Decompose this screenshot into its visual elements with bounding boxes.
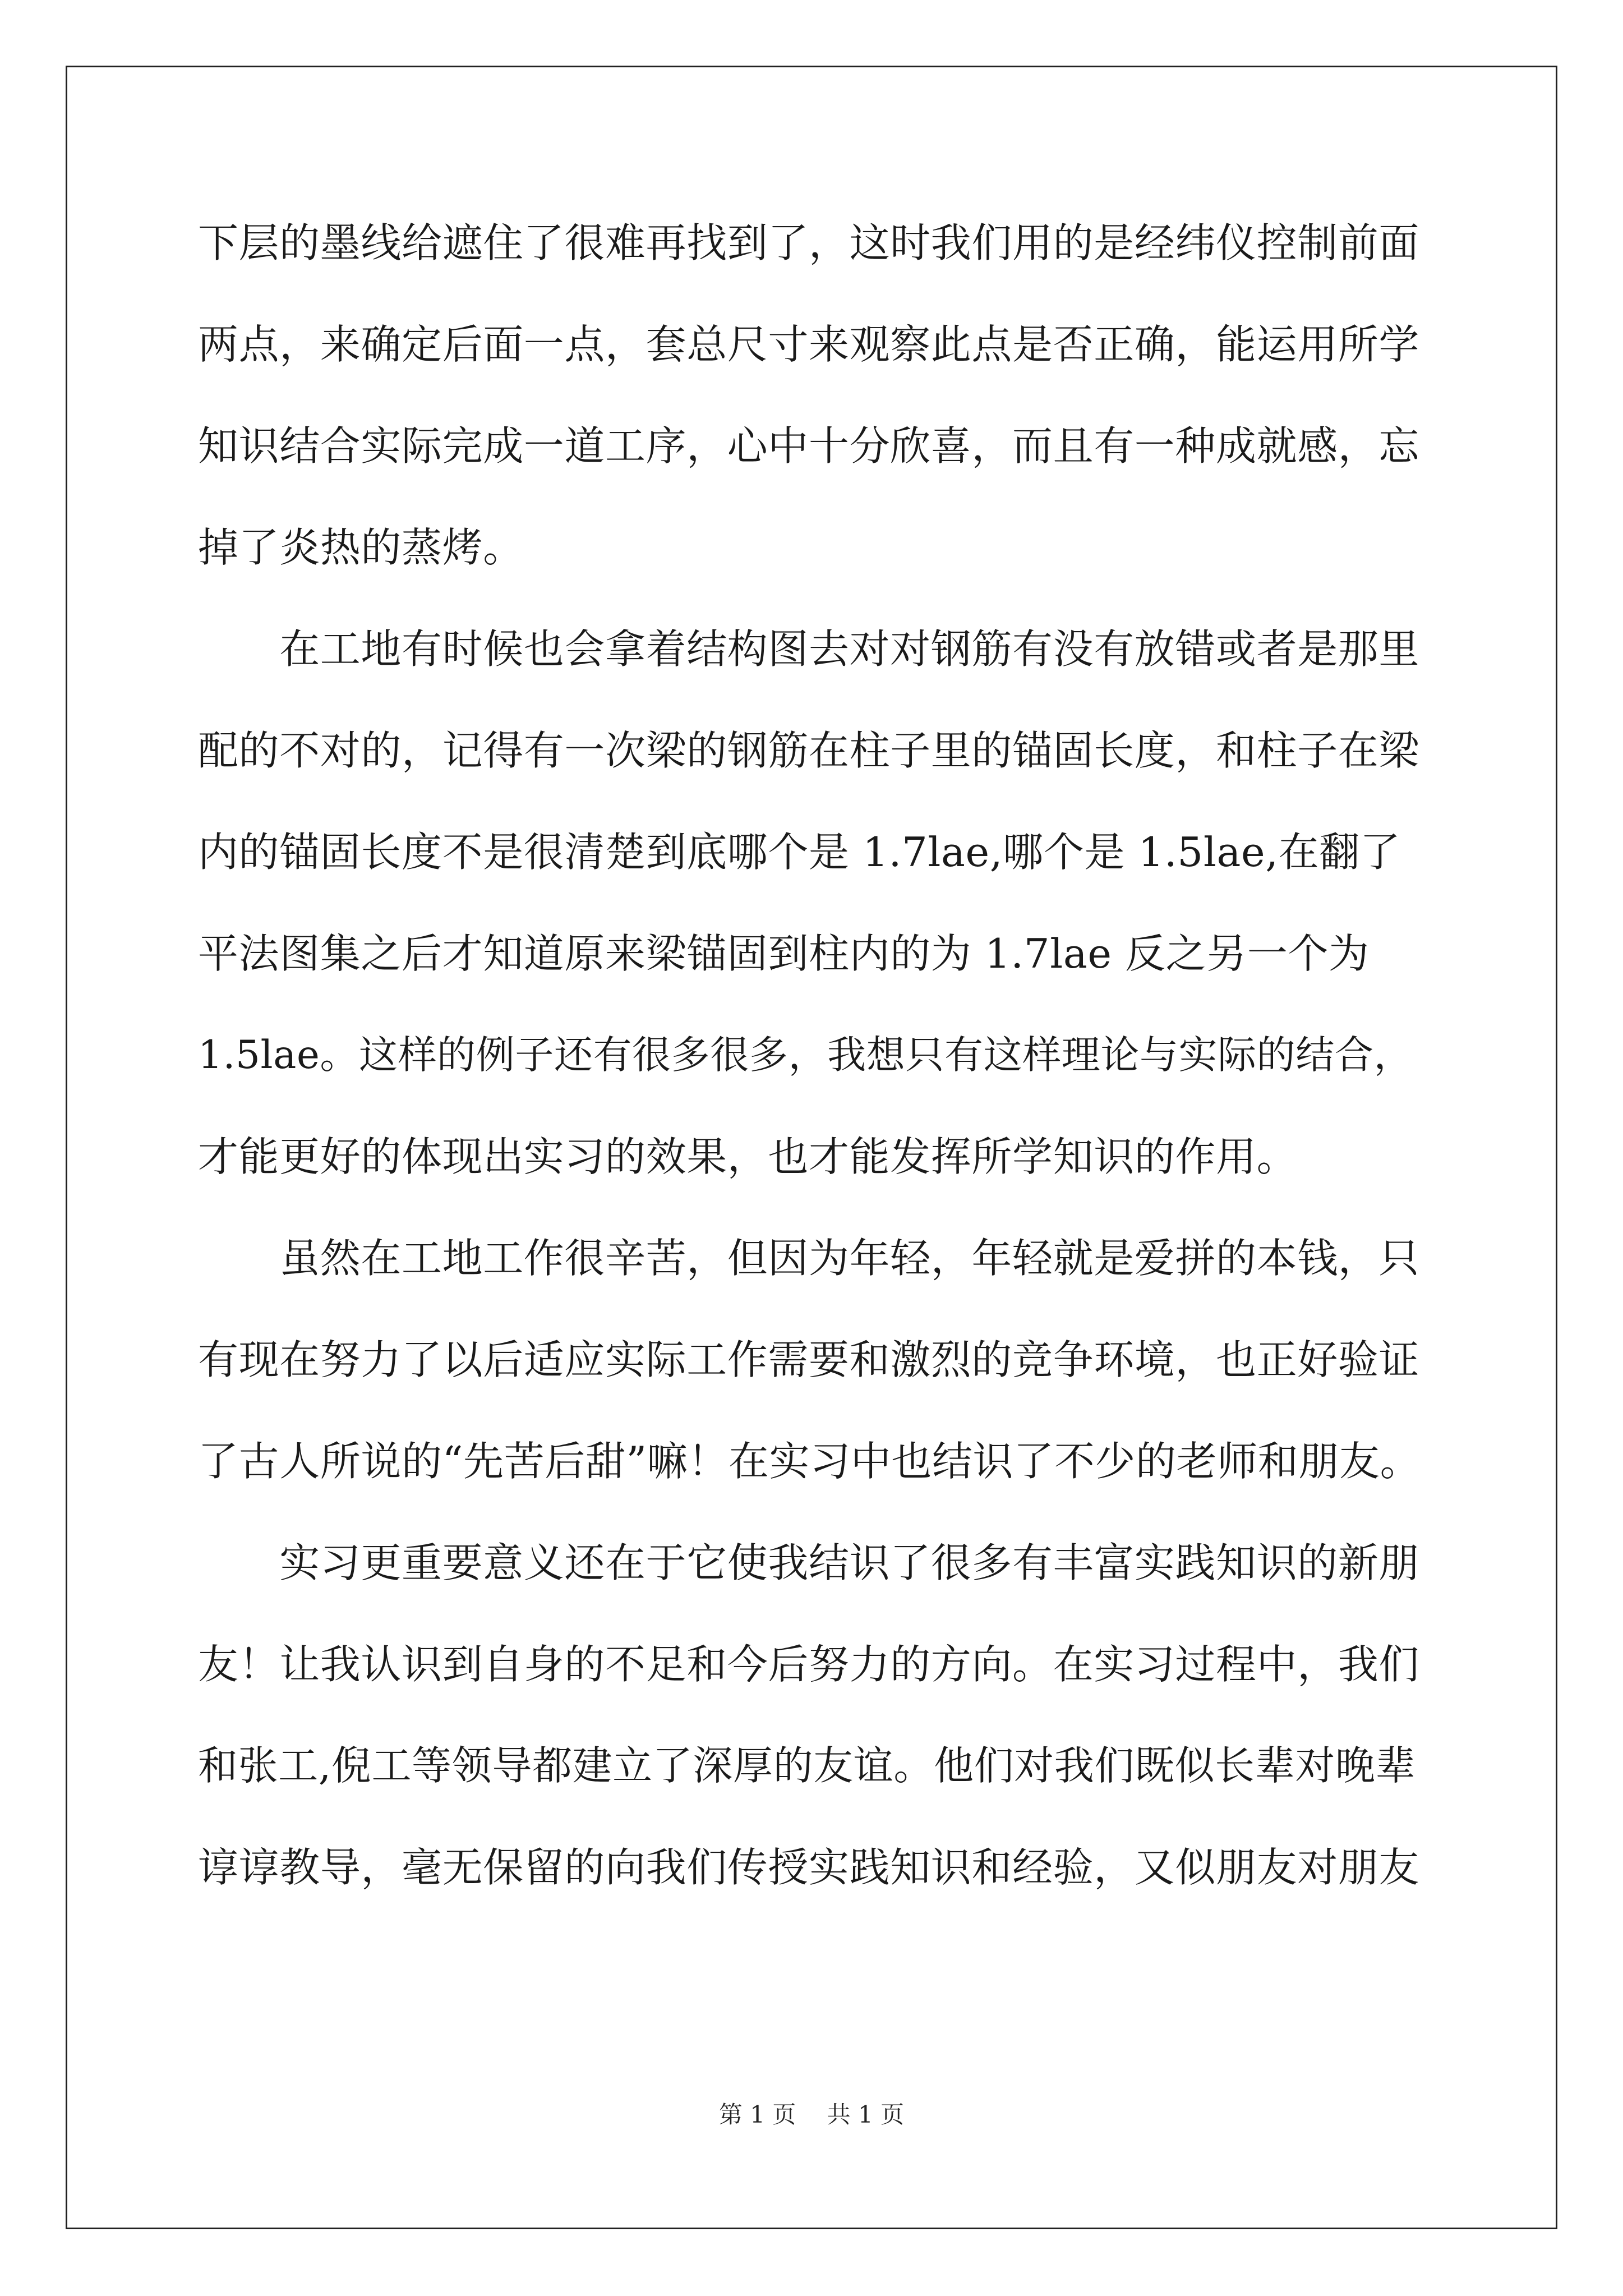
text-line: 和张工,倪工等领导都建立了深厚的友谊。他们对我们既似长辈对晚辈: [198, 1742, 1416, 1789]
text-line: 友！让我认识到自身的不足和今后努力的方向。在实习过程中，我们: [198, 1641, 1420, 1688]
page-number-label: 第 1 页 共 1 页: [718, 2101, 905, 2128]
text-line: 配的不对的，记得有一次梁的钢筋在柱子里的锚固长度，和柱子在梁: [198, 727, 1420, 774]
text-line: 有现在努力了以后适应实际工作需要和激烈的竞争环境，也正好验证: [198, 1336, 1420, 1383]
text-line: 掉了炎热的蒸烤。: [198, 524, 524, 571]
text-line: 了古人所说的“先苦后甜”嘛！在实习中也结识了不少的老师和朋友。: [198, 1438, 1421, 1485]
text-line: 内的锚固长度不是很清楚到底哪个是 1.7lae,哪个是 1.5lae,在翻了: [198, 829, 1401, 876]
text-line: 两点，来确定后面一点，套总尺寸来观察此点是否正确，能运用所学: [198, 321, 1420, 368]
page-footer: [0, 2099, 1623, 2131]
text-line: 实习更重要意义还在于它使我结识了很多有丰富实践知识的新朋: [198, 1539, 1420, 1586]
text-line: 谆谆教导，毫无保留的向我们传授实践知识和经验，又似朋友对朋友: [198, 1844, 1420, 1891]
text-line: 在工地有时候也会拿着结构图去对对钢筋有没有放错或者是那里: [198, 625, 1420, 673]
text-line: 1.5lae。这样的例子还有很多很多，我想只有这样理论与实际的结合，: [198, 1033, 1413, 1078]
text-line: 虽然在工地工作很辛苦，但因为年轻，年轻就是爱拼的本钱，只: [198, 1235, 1420, 1282]
text-line: 知识结合实际完成一道工序，心中十分欣喜，而且有一种成就感，忘: [198, 422, 1420, 470]
text-line: 平法图集之后才知道原来梁锚固到柱内的为 1.7lae 反之另一个为: [198, 930, 1370, 977]
text-line: 下层的墨线给遮住了很难再找到了，这时我们用的是经纬仪控制前面: [198, 219, 1420, 266]
text-line: 才能更好的体现出实习的效果，也才能发挥所学知识的作用。: [198, 1133, 1298, 1180]
